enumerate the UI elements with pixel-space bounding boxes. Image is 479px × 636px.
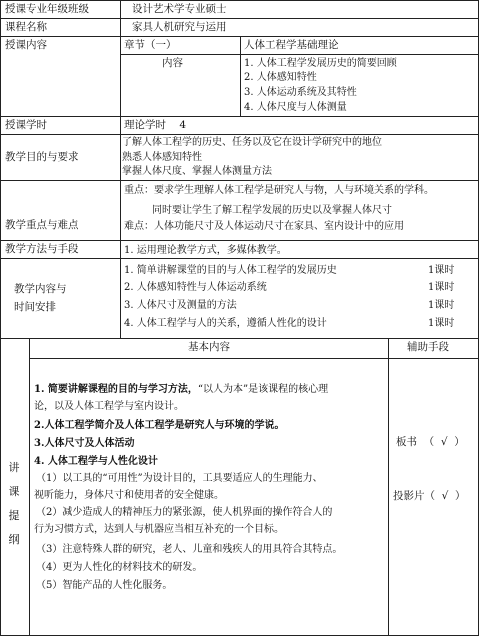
key-point-line: 重点：要求学生理解人体工程学是研究人与物，人与环境关系的学科。 <box>124 185 434 196</box>
content-item: 1. 人体工程学发展历史的简要回顾 <box>244 58 397 69</box>
outline-header-aux: 辅助手段 <box>407 341 449 353</box>
outline-header-basic: 基本内容 <box>188 341 230 353</box>
outline-sub-line: （2）减少造成人的精神压力的紧张源，使人机界面的操作符合人的 <box>36 507 333 518</box>
chapter-number: 章节（一） <box>124 39 177 51</box>
schedule-item-text: 1. 简单讲解课堂的目的与人体工程学的发展历史 <box>124 265 337 276</box>
content-sub-label: 内容 <box>162 57 183 69</box>
key-points-label: 教学重点与难点 <box>5 219 79 231</box>
outline-sub-line: 行为习惯方式，达到人与机器应当相互补充的一个目标。 <box>34 524 284 535</box>
column-divider <box>240 36 241 116</box>
goals-label: 教学目的与要求 <box>5 151 79 163</box>
outline-side-label: 纲 <box>8 533 20 546</box>
hours-label: 授课学时 <box>5 119 47 131</box>
schedule-item-time: 1课时 <box>428 265 455 276</box>
outline-point-3: 3.人体尺寸及人体活动 <box>34 438 135 449</box>
table-border-top <box>0 0 479 1</box>
content-item: 2. 人体感知特性 <box>244 72 317 83</box>
major-value: 设计艺术学专业硕士 <box>132 3 227 15</box>
schedule-item-text: 3. 人体尺寸及测量的方法 <box>124 300 237 311</box>
schedule-item-time: 1课时 <box>428 300 455 311</box>
outline-intro-line2: 论，以及人体工程学与室内设计。 <box>34 401 184 412</box>
content-item: 3. 人体运动系统及其特性 <box>244 87 357 98</box>
goal-line: 熟悉人体感知特性 <box>122 152 202 163</box>
column-divider <box>29 338 30 636</box>
outline-intro-bold: 1. 简要讲解课程的目的与学习方法， <box>34 384 198 395</box>
outline-sub-line: （3）注意特殊人群的研究，老人、儿童和残疾人的用具符合其特点。 <box>36 544 343 555</box>
aux-slides: 投影片（ √ ） <box>393 490 466 502</box>
key-point-line: 同时要让学生了解工程学发展的历史以及掌握人体尺寸 <box>152 205 392 216</box>
outline-side-label: 提 <box>8 509 20 522</box>
row-divider <box>0 240 479 241</box>
row-divider <box>29 358 479 359</box>
column-divider <box>388 338 389 636</box>
row-divider <box>0 258 479 259</box>
row-divider <box>0 180 479 181</box>
outline-point-4: 4. 人体工程学与人性化设计 <box>34 456 158 467</box>
course-value: 家具人机研究与运用 <box>132 21 227 33</box>
schedule-item-text: 4. 人体工程学与人的关系，遵循人性化的设计 <box>124 318 327 329</box>
schedule-item-time: 1课时 <box>428 318 455 329</box>
aux-board: 板书 （ √ ） <box>396 436 465 448</box>
outline-intro <box>34 383 328 396</box>
row-divider <box>0 338 479 339</box>
hours-value: 理论学时 4 <box>124 119 187 131</box>
column-divider <box>120 0 121 338</box>
outline-side-label: 课 <box>8 485 20 498</box>
row-divider <box>0 18 479 19</box>
outline-sub-line: （1）以工具的“可用性”为设计目的，工具要适应人的生理能力、 <box>36 473 323 484</box>
outline-point-2: 2.人体工程学简介及人体工程学是研究人与环境的学说。 <box>34 420 285 431</box>
major-label: 授课专业年级班级 <box>5 3 89 15</box>
course-label: 课程名称 <box>5 21 47 33</box>
content-item: 4. 人体尺度与人体测量 <box>244 102 347 113</box>
goal-line: 掌握人体尺度、掌握人体测量方法 <box>122 166 272 177</box>
chapter-title: 人体工程学基础理论 <box>244 39 339 51</box>
schedule-item-time: 1课时 <box>428 282 455 293</box>
row-divider <box>120 54 479 55</box>
content-label: 授课内容 <box>5 39 47 51</box>
goal-line: 了解人体工程学的历史、任务以及它在设计学研究中的地位 <box>122 137 382 148</box>
methods-label: 教学方法与手段 <box>5 243 79 255</box>
outline-side-label: 讲 <box>8 461 20 474</box>
schedule-label: 教学内容与 <box>14 283 67 295</box>
outline-intro-rest: “以人为本”是该课程的核心理 <box>197 384 329 395</box>
table-border-left <box>0 0 1 636</box>
outline-sub-line: 视听能力，身体尺寸和使用者的安全健康。 <box>34 490 224 501</box>
outline-sub-line: （5）智能产品的人性化服务。 <box>36 580 173 591</box>
row-divider <box>0 134 479 135</box>
schedule-label: 时间安排 <box>14 301 56 313</box>
outline-sub-line: （4）更为人性化的材料技术的研发。 <box>36 562 203 573</box>
row-divider <box>0 116 479 117</box>
schedule-item-text: 2. 人体感知特性与人体运动系统 <box>124 282 267 293</box>
key-point-line: 难点：人体功能尺寸及人体运动尺寸在家具、室内设计中的应用 <box>124 221 404 232</box>
methods-value: 1. 运用理论教学方式，多媒体教学。 <box>124 245 287 256</box>
